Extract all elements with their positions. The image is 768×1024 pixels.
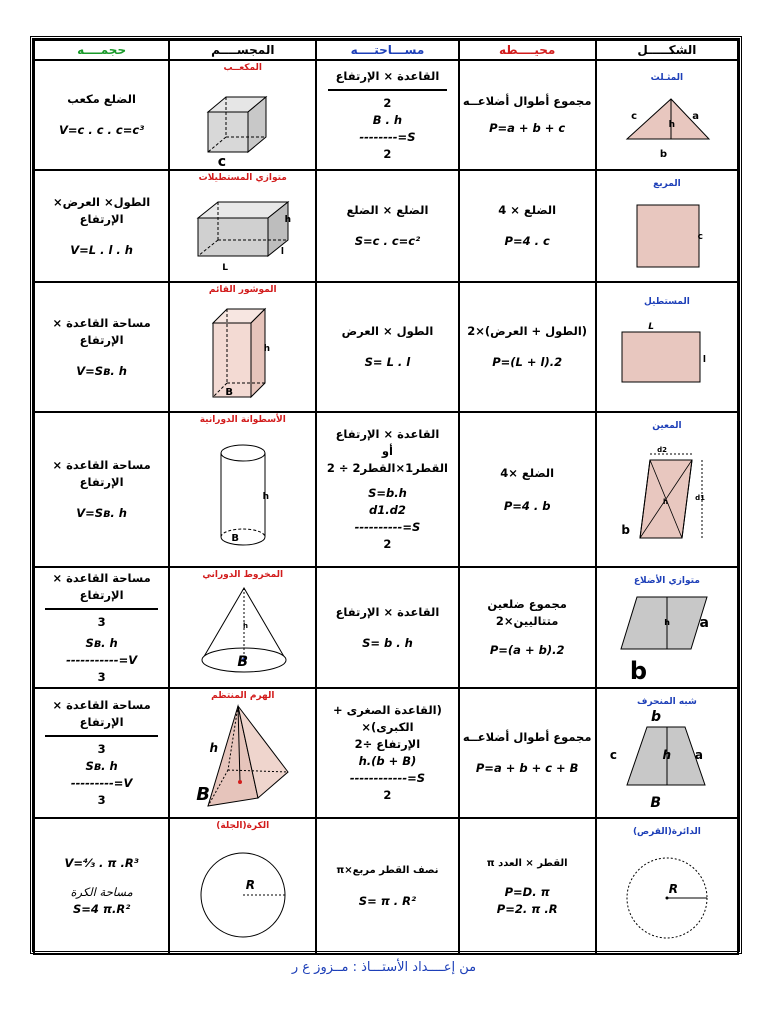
formula-sheet [30,36,742,954]
volume-line5: 3 [97,669,106,684]
area-line3: الإرتفاع ÷2 [354,737,421,751]
area-words: الضلع × الضلع [346,203,429,217]
area-line5: S=------------ [349,771,426,785]
rhombus-figure [612,444,722,554]
area-line7: 2 [383,537,392,551]
area-formula: S= L . l [364,355,411,369]
label-a: a [694,748,703,762]
volume-line2: 3 [97,614,106,629]
table-row [34,282,738,412]
solid-name: الأسطوانة الدورانية [199,415,286,425]
volume-cell [34,60,169,170]
perimeter-formula: P=(a + b).2 [489,643,565,657]
area-line2: أو [381,444,393,458]
label-h: h [262,492,269,502]
volume-line4: V=--------- [70,776,133,790]
volume-line3: Sʙ. h [85,635,118,650]
label-a: a [692,111,699,122]
volume-formula: V=⁴⁄₃ . π .R³ [64,855,139,870]
label-h: h [662,497,668,506]
label-b: b [659,149,667,160]
area-formula: S=c . c=c² [354,234,421,248]
shape-cell [596,688,738,818]
perimeter-line1: مجموع ضلعين [487,597,567,611]
label-B: B [237,654,248,670]
rectangle-figure [612,322,722,402]
perimeter-formula: P=a + b + c [489,121,566,135]
volume-line2: 3 [97,742,106,756]
label-h: h [209,740,218,755]
cylinder-figure [193,435,293,560]
area-words: القاعدة × الإرتفاع [335,604,440,619]
volume-cell [34,567,169,688]
solid-cell [169,282,316,412]
solid-name: الكرة(الجلة) [216,821,270,831]
volume-line4: V=----------- [66,652,138,667]
label-B: B [196,783,210,805]
shape-name: الدائرة(القرص) [632,827,701,837]
label-c: c [630,111,637,122]
volume-words: الضلع مكعب [67,92,136,106]
area-line5: d1.d2 [369,503,406,517]
pyramid-figure [188,702,298,817]
area-cell [316,60,458,170]
header-shape: الشكـــــل [596,40,738,60]
area-cell [316,282,458,412]
volume-words: مساحة الكرة [70,884,133,899]
label-h: h [242,622,248,630]
table-row [34,688,738,818]
label-h: h [668,120,675,130]
header-perimeter: محيــــطه [459,40,596,60]
volume-line1: مساحة القاعدة × الإرتفاع [52,570,151,602]
table-row [34,412,738,567]
shape-cell [596,170,738,282]
solid-cell [169,60,316,170]
header-solid: المجســــم [169,40,316,60]
volume-cell [34,282,169,412]
solid-name: الهرم المنتظم [211,691,275,701]
perimeter-words: الضلع ×4 [500,465,555,480]
shape-cell [596,60,738,170]
perimeter-formula: P=4 . c [504,234,550,248]
perimeter-words: مجموع أطوال أضلاعــه [462,730,592,744]
area-line1: القاعدة × الإرتفاع [335,68,440,83]
volume-line3: Sʙ. h [85,759,118,773]
table-row [34,818,738,954]
label-l: l [702,355,706,365]
shape-cell [596,412,738,567]
formula-table [33,39,739,955]
label-b: b [650,709,661,725]
volume-words: الطول× العرض× الإرتفاع [52,194,151,226]
shape-cell [596,282,738,412]
volume-line5: 3 [97,793,106,807]
area-line1: (القاعدة الصغرى + [333,703,442,717]
perimeter-formula: P=a + b + c + B [475,761,579,775]
square-figure [617,197,717,277]
shape-name: متوازي الأضلاع [633,576,700,586]
perimeter-words: مجموع أطوال أضلاعــه [462,94,592,108]
area-cell [316,818,458,954]
perimeter-formula1: P=D. π [504,884,550,899]
label-c: c [217,154,226,167]
area-line5: 2 [383,146,392,161]
solid-cell [169,818,316,954]
area-line3: B . h [372,112,403,127]
perimeter-cell [459,170,596,282]
label-d2: d2 [657,445,667,454]
area-words: الطول × العرض [341,324,434,338]
area-line3: القطر1×القطر2 ÷ 2 [326,461,448,475]
table-row [34,170,738,282]
shape-name: المستطيل [643,297,690,307]
solid-cell [169,412,316,567]
perimeter-cell [459,412,596,567]
solid-name: الموشور القائم [208,285,277,295]
area-line4: S=b.h [368,486,407,500]
shape-name: المثـلث [650,73,684,83]
cone-figure [188,582,298,687]
label-h: h [664,617,670,627]
shape-name: المربع [653,179,681,189]
label-d1: d1 [695,493,705,502]
solid-cell [169,688,316,818]
author-footer: من إعــــداد الأستـــاذ : مــزوز ع ر [291,960,477,975]
area-formula: S= π . R² [358,894,417,908]
perimeter-words: الضلع × 4 [498,203,557,217]
volume-cell [34,412,169,567]
area-line6: 2 [383,788,392,802]
volume-words: مساحة القاعدة × الإرتفاع [52,458,151,489]
perimeter-line2: متتاليين×2 [495,614,559,628]
solid-cell [169,170,316,282]
shape-name: المعين [652,421,682,431]
area-line2: الكبرى)× [361,720,414,734]
sphere-figure [193,843,293,948]
label-B: B [231,533,239,544]
label-h: h [284,215,291,225]
volume-formula2: S=4 π.R² [72,901,131,916]
area-line1: القاعدة × الإرتفاع [335,427,440,441]
perimeter-words: القطر × العدد π [486,857,568,869]
cuboid-figure [188,188,298,278]
volume-line1: مساحة القاعدة × الإرتفاع [52,698,151,729]
shape-cell [596,818,738,954]
shape-cell [596,567,738,688]
volume-formula: V=L . l . h [70,242,133,257]
perimeter-cell [459,818,596,954]
area-line6: S=---------- [354,520,421,534]
triangle-figure [617,91,717,161]
fraction-bar [45,735,158,737]
label-a: a [699,614,709,631]
area-cell [316,412,458,567]
label-B: B [650,795,661,811]
table-row [34,567,738,688]
solid-name: المخروط الدوراني [202,570,284,580]
volume-cell [34,170,169,282]
solid-name: المكعــب [223,63,263,73]
label-h: h [662,748,671,762]
volume-words: مساحة القاعدة × الإرتفاع [52,315,151,347]
area-formula: S= b . h [362,635,413,650]
parallelogram-figure [607,587,727,687]
fraction-bar [328,89,447,91]
area-cell [316,170,458,282]
area-line4: (b + B).h [358,754,417,768]
perimeter-formula2: P=2. π .R [496,901,558,916]
fraction-bar [45,608,158,610]
label-L: L [222,263,228,273]
perimeter-formula: P=(L + l).2 [492,355,563,369]
area-words: نصف القطر مربع×π [336,865,439,876]
label-c: c [609,748,617,762]
label-R: R [245,877,255,892]
volume-formula: V=c . c . c=c³ [58,123,145,137]
label-L: L [648,322,654,332]
perimeter-words: (الطول + العرض)×2 [467,324,588,338]
volume-formula: V=Sʙ. h [76,506,127,520]
header-row [34,40,738,60]
area-line2: 2 [383,95,392,110]
volume-cell [34,688,169,818]
table-row [34,60,738,170]
area-line4: S=-------- [359,129,416,144]
header-volume: حجمــــه [34,40,169,60]
shape-name: شبه المنحرف [636,697,697,707]
volume-formula: V=Sʙ. h [76,363,127,378]
perimeter-cell [459,567,596,688]
area-cell [316,567,458,688]
volume-cell [34,818,169,954]
solid-cell [169,567,316,688]
perimeter-formula: P=4 . b [503,498,551,513]
prism-figure [193,299,293,409]
trapezoid-figure [607,707,727,817]
label-l: l [280,247,284,257]
label-R: R [668,882,678,896]
label-h: h [263,344,270,354]
cube-figure [198,77,288,167]
label-b: b [621,522,630,537]
perimeter-cell [459,60,596,170]
perimeter-cell [459,282,596,412]
solid-name: متوازي المستطيلات [198,173,287,183]
header-area: مســـاحتــــه [316,40,458,60]
label-c: c [697,232,703,242]
label-b: b [629,656,647,685]
label-B: B [225,387,233,398]
circle-figure [612,848,722,948]
perimeter-cell [459,688,596,818]
area-cell [316,688,458,818]
